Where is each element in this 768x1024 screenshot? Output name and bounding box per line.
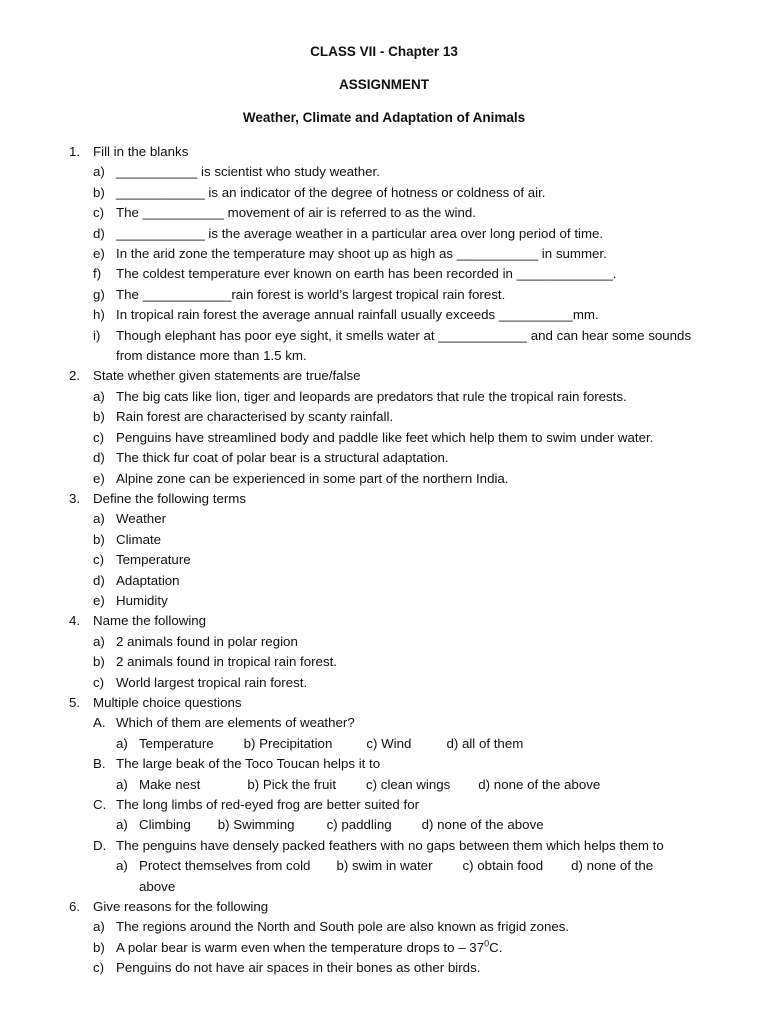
sub-item-list <box>93 917 768 978</box>
class-chapter-line: CLASS VII - Chapter 13 <box>310 44 458 59</box>
item-marker: a) <box>93 919 105 935</box>
item-marker: c) <box>93 429 105 445</box>
mcq-option: d) none of the above <box>421 817 544 833</box>
item-text: World largest tropical rain forest. <box>116 674 308 690</box>
item-text: Rain forest are characterised by scanty rainfall. <box>116 409 394 425</box>
item-marker: d) <box>93 572 105 588</box>
item-marker: b) <box>93 654 105 670</box>
question-heading: Define the following terms <box>93 490 246 506</box>
question-heading: Multiple choice questions <box>93 694 242 710</box>
item-marker: d) <box>93 450 105 466</box>
item-marker: e) <box>93 246 105 262</box>
question-5 <box>0 693 768 897</box>
mcq-question <box>93 754 768 795</box>
list-item <box>93 938 768 958</box>
question-heading: Give reasons for the following <box>93 899 269 915</box>
mcq-question-text: The large beak of the Toco Toucan helps it to <box>116 756 381 772</box>
list-item <box>93 571 768 591</box>
mcq-option: c) clean wings <box>366 776 451 792</box>
item-marker: C. <box>93 797 107 812</box>
item-text: ___________ is scientist who study weather. <box>116 164 380 180</box>
item-marker: a) <box>93 388 105 404</box>
item-text: 2 animals found in polar region <box>116 633 298 649</box>
item-marker: b) <box>93 409 105 425</box>
question-number: 6. <box>69 899 81 915</box>
list-item <box>93 469 768 489</box>
question-list <box>0 142 768 979</box>
list-item <box>93 264 768 284</box>
item-text: Though elephant has poor eye sight, it smells water at ____________ and can hear some sounds from distance more than 1.5 km. <box>116 327 692 364</box>
option-marker: a) <box>116 817 128 833</box>
mcq-list <box>93 713 768 897</box>
mcq-options <box>116 856 720 897</box>
item-text: Alpine zone can be experienced in some part of the northern India. <box>116 470 509 486</box>
list-item <box>93 673 768 693</box>
list-item <box>93 509 768 529</box>
item-marker: c) <box>93 205 105 221</box>
item-text: ____________ is an indicator of the degree of hotness or coldness of air. <box>116 184 546 200</box>
item-text-tail: C. <box>489 939 503 955</box>
mcq-option: Make nest <box>139 776 201 792</box>
item-text: The regions around the North and South pole are also known as frigid zones. <box>116 919 570 935</box>
item-marker: b) <box>93 531 105 547</box>
option-marker: a) <box>116 858 128 874</box>
question-3 <box>0 489 768 611</box>
list-item <box>93 387 768 407</box>
question-heading: Name the following <box>93 613 207 629</box>
mcq-option: Temperature <box>139 735 214 751</box>
item-marker: a) <box>93 633 105 649</box>
option-marker: a) <box>116 735 128 751</box>
item-marker: b) <box>93 184 105 200</box>
list-item <box>93 203 768 223</box>
degree-superscript: 0 <box>484 938 490 949</box>
item-marker: c) <box>93 552 105 568</box>
question-heading: Fill in the blanks <box>93 144 189 159</box>
mcq-question-text: The penguins have densely packed feathers with no gaps between them which helps them to <box>116 837 664 853</box>
mcq-question <box>93 836 768 897</box>
item-marker: b) <box>93 939 105 955</box>
mcq-options <box>116 775 720 795</box>
mcq-options <box>116 734 720 754</box>
mcq-option: d) all of them <box>446 735 524 751</box>
item-text: Adaptation <box>116 572 180 588</box>
question-1 <box>0 142 768 366</box>
item-marker: B. <box>93 756 106 772</box>
mcq-option: c) Wind <box>366 735 412 751</box>
mcq-question-text: Which of them are elements of weather? <box>116 715 355 731</box>
mcq-option: b) swim in water <box>336 858 433 874</box>
list-item <box>93 591 768 611</box>
item-text: Climate <box>116 531 162 547</box>
item-marker: c) <box>93 674 105 690</box>
list-item <box>93 550 768 570</box>
question-number: 1. <box>69 144 81 159</box>
item-text: The ___________ movement of air is referred to as the wind. <box>116 205 476 221</box>
item-marker: a) <box>93 164 105 180</box>
mcq-option: c) obtain food <box>462 858 544 874</box>
item-marker: D. <box>93 837 107 853</box>
item-marker: f) <box>93 266 102 282</box>
item-marker: e) <box>93 470 105 486</box>
list-item <box>93 632 768 652</box>
item-text: 2 animals found in tropical rain forest. <box>116 654 337 670</box>
item-text: In the arid zone the temperature may shoot up as high as ___________ in summer. <box>116 246 607 262</box>
list-item <box>93 958 768 978</box>
sub-item-list <box>93 162 768 366</box>
list-item <box>93 326 768 367</box>
item-text: ____________ is the average weather in a particular area over long period of time. <box>116 225 604 241</box>
item-marker: e) <box>93 592 105 608</box>
list-item <box>93 285 768 305</box>
item-marker: a) <box>93 511 105 527</box>
item-marker: A. <box>93 715 106 731</box>
item-text: In tropical rain forest the average annual rainfall usually exceeds __________mm. <box>116 307 599 323</box>
sub-item-list <box>93 387 768 489</box>
item-text: Weather <box>116 511 167 527</box>
item-text: The big cats like lion, tiger and leopards are predators that rule the tropical rain forests. <box>116 388 627 404</box>
mcq-option: b) Pick the fruit <box>247 776 337 792</box>
list-item <box>93 428 768 448</box>
item-marker: i) <box>93 327 101 343</box>
mcq-option: Climbing <box>139 817 191 833</box>
item-text: Temperature <box>116 552 191 568</box>
list-item <box>93 917 768 937</box>
mcq-option: d) none of the above <box>478 776 601 792</box>
item-marker: d) <box>93 225 105 241</box>
item-text: Penguins do not have air spaces in their bones as other birds. <box>116 960 481 976</box>
item-marker: g) <box>93 286 105 302</box>
item-text: The ____________rain forest is world’s largest tropical rain forest. <box>116 286 506 302</box>
mcq-question <box>93 795 768 836</box>
list-item <box>93 530 768 550</box>
list-item <box>93 244 768 264</box>
list-item <box>93 305 768 325</box>
sub-item-list <box>93 632 768 693</box>
mcq-question-text: The long limbs of red-eyed frog are better suited for <box>116 797 420 812</box>
question-2 <box>0 366 768 488</box>
item-text: The thick fur coat of polar bear is a structural adaptation. <box>116 450 449 466</box>
document-title: Weather, Climate and Adaptation of Animals <box>242 110 526 125</box>
mcq-option: c) paddling <box>326 817 392 833</box>
mcq-option: Protect themselves from cold <box>139 858 311 874</box>
question-number: 5. <box>69 694 81 710</box>
mcq-option: d) none of the above <box>139 858 654 894</box>
question-6 <box>0 897 768 979</box>
mcq-option: b) Precipitation <box>243 735 333 751</box>
item-marker: h) <box>93 307 105 323</box>
question-number: 4. <box>69 613 81 629</box>
list-item <box>93 448 768 468</box>
list-item <box>93 224 768 244</box>
item-marker: c) <box>93 960 105 976</box>
sub-item-list <box>93 509 768 611</box>
mcq-question <box>93 713 768 754</box>
assignment-heading: ASSIGNMENT <box>338 77 429 92</box>
mcq-option: b) Swimming <box>217 817 295 833</box>
item-text: Penguins have streamlined body and paddle like feet which help them to swim under water. <box>116 429 654 445</box>
list-item <box>93 162 768 182</box>
list-item <box>93 407 768 427</box>
mcq-options <box>116 815 720 835</box>
list-item <box>93 652 768 672</box>
item-text: Humidity <box>116 592 168 608</box>
item-text: A polar bear is warm even when the temperature drops to – 37 <box>116 939 485 955</box>
item-text: The coldest temperature ever known on earth has been recorded in _____________. <box>116 266 617 282</box>
question-heading: State whether given statements are true/false <box>93 368 361 384</box>
list-item <box>93 183 768 203</box>
question-number: 2. <box>69 368 81 384</box>
question-4 <box>0 611 768 693</box>
option-marker: a) <box>116 776 128 792</box>
question-number: 3. <box>69 490 81 506</box>
